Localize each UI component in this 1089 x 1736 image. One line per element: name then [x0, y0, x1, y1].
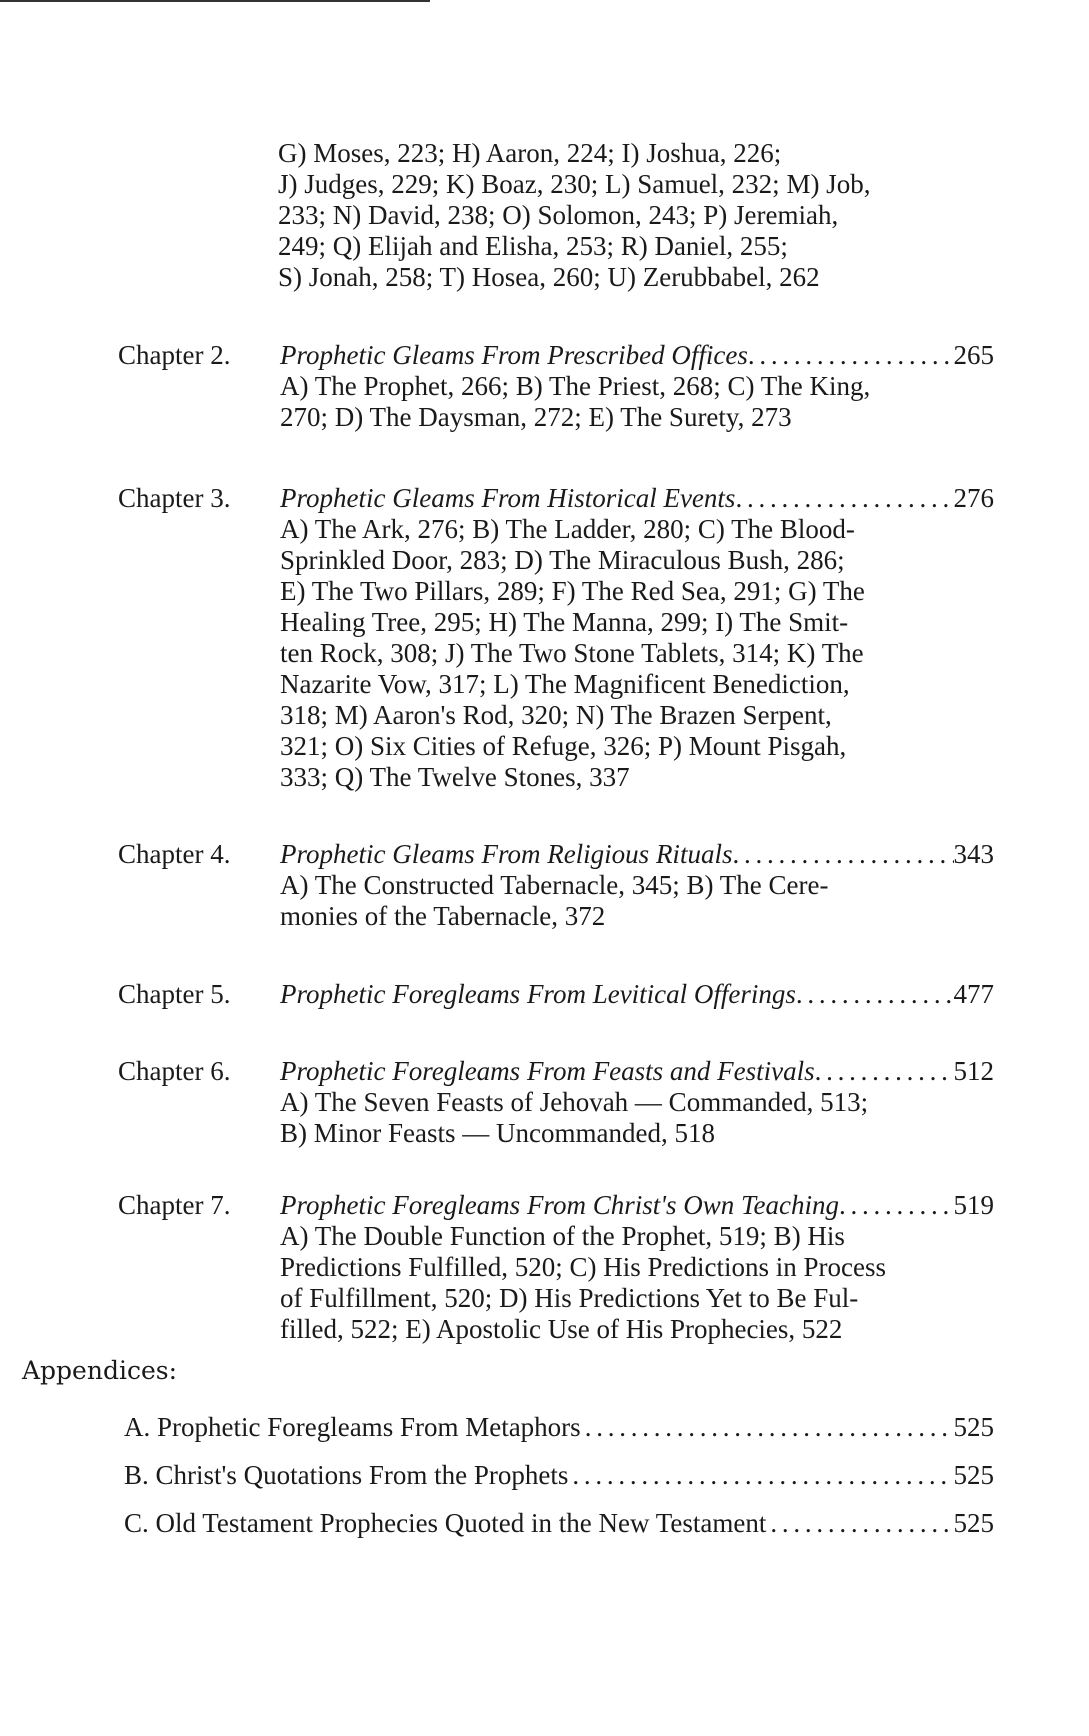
description-line: Healing Tree, 295; H) The Manna, 299; I) The Smit-: [280, 607, 849, 637]
appendix-item: [124, 1460, 994, 1491]
description-line: Sprinkled Door, 283; D) The Miraculous Bush, 286;: [280, 545, 845, 575]
appendix-page: 525: [953, 1508, 994, 1538]
chapter-title: Prophetic Foregleams From Levitical Offerings: [280, 979, 796, 1009]
chapter-description: [280, 371, 956, 433]
chapter-3-entry: [118, 483, 994, 793]
chapter-description: [280, 870, 956, 932]
chapter-title: Prophetic Gleams From Prescribed Offices: [280, 340, 748, 370]
description-line: A) The Seven Feasts of Jehovah — Commanded, 513;: [280, 1087, 869, 1117]
chapter-label: Chapter 2.: [118, 340, 231, 370]
dot-leader: [585, 1412, 950, 1443]
chapter-title: Prophetic Foregleams From Christ's Own Teaching: [280, 1190, 840, 1220]
description-line: A) The Prophet, 266; B) The Priest, 268; C) The King,: [280, 371, 871, 401]
dot-leader: [572, 1460, 949, 1491]
appendix-page: 525: [953, 1460, 994, 1490]
description-line: 318; M) Aaron's Rod, 320; N) The Brazen Serpent,: [280, 700, 832, 730]
chapter-page: 265: [953, 340, 994, 370]
description-line: Predictions Fulfilled, 520; C) His Predictions in Process: [280, 1252, 886, 1282]
description-line: 333; Q) The Twelve Stones, 337: [280, 762, 630, 792]
appendices-heading: Appendices:: [22, 1356, 178, 1385]
description-line: Nazarite Vow, 317; L) The Magnificent Benediction,: [280, 669, 850, 699]
chapter-description: [280, 514, 956, 793]
chapter-5-entry: [118, 979, 994, 1010]
appendix-title: A. Prophetic Foregleams From Metaphors: [124, 1412, 581, 1442]
dot-leader: [732, 839, 953, 870]
dot-leader: [735, 483, 953, 514]
chapter-1-continuation: [278, 138, 953, 293]
chapter-title: Prophetic Foregleams From Feasts and Festivals: [280, 1056, 815, 1086]
chapter-title: Prophetic Gleams From Religious Rituals: [280, 839, 733, 869]
chapter-label: Chapter 6.: [118, 1056, 231, 1086]
chapter-page: 512: [953, 1056, 994, 1086]
chapter-6-entry: [118, 1056, 994, 1149]
chapter-page: 276: [953, 483, 994, 513]
chapter-label: Chapter 5.: [118, 979, 231, 1009]
chapter-title: Prophetic Gleams From Historical Events: [280, 483, 736, 513]
chapter-page: 343: [953, 839, 994, 869]
description-line: E) The Two Pillars, 289; F) The Red Sea, 291; G) The: [280, 576, 865, 606]
description-line: A) The Double Function of the Prophet, 519; B) His: [280, 1221, 845, 1251]
chapter-label: Chapter 7.: [118, 1190, 231, 1220]
appendix-title: B. Christ's Quotations From the Prophets: [124, 1460, 569, 1490]
chapter-4-entry: [118, 839, 994, 932]
dot-leader: [770, 1508, 949, 1539]
description-line: of Fulfillment, 520; D) His Predictions Yet to Be Ful-: [280, 1283, 859, 1313]
appendix-item: [124, 1412, 994, 1443]
description-line: ten Rock, 308; J) The Two Stone Tablets, 314; K) The: [280, 638, 864, 668]
appendix-title: C. Old Testament Prophecies Quoted in the New Testament: [124, 1508, 767, 1538]
continuation-line: S) Jonah, 258; T) Hosea, 260; U) Zerubbabel, 262: [278, 262, 820, 292]
dot-leader: [748, 340, 954, 371]
chapter-label: Chapter 3.: [118, 483, 231, 513]
continuation-line: 249; Q) Elijah and Elisha, 253; R) Daniel, 255;: [278, 231, 788, 261]
chapter-label: Chapter 4.: [118, 839, 231, 869]
chapter-description: [280, 1221, 956, 1345]
dot-leader: [796, 979, 954, 1010]
chapter-page: 519: [953, 1190, 994, 1220]
description-line: A) The Ark, 276; B) The Ladder, 280; C) The Blood-: [280, 514, 855, 544]
chapter-7-entry: [118, 1190, 994, 1345]
dot-leader: [815, 1056, 954, 1087]
description-line: A) The Constructed Tabernacle, 345; B) The Cere-: [280, 870, 829, 900]
dot-leader: [839, 1190, 953, 1221]
description-line: monies of the Tabernacle, 372: [280, 901, 606, 931]
continuation-line: 233; N) David, 238; O) Solomon, 243; P) Jeremiah,: [278, 200, 839, 230]
description-line: 321; O) Six Cities of Refuge, 326; P) Mount Pisgah,: [280, 731, 847, 761]
continuation-line: G) Moses, 223; H) Aaron, 224; I) Joshua, 226;: [278, 138, 782, 168]
chapter-page: 477: [953, 979, 994, 1009]
appendix-page: 525: [953, 1412, 994, 1442]
description-line: filled, 522; E) Apostolic Use of His Prophecies, 522: [280, 1314, 843, 1344]
description-line: B) Minor Feasts — Uncommanded, 518: [280, 1118, 715, 1148]
chapter-description: [280, 1087, 956, 1149]
appendix-item: [124, 1508, 994, 1539]
continuation-line: J) Judges, 229; K) Boaz, 230; L) Samuel, 232; M) Job,: [278, 169, 871, 199]
chapter-2-entry: [118, 340, 994, 433]
description-line: 270; D) The Daysman, 272; E) The Surety, 273: [280, 402, 792, 432]
